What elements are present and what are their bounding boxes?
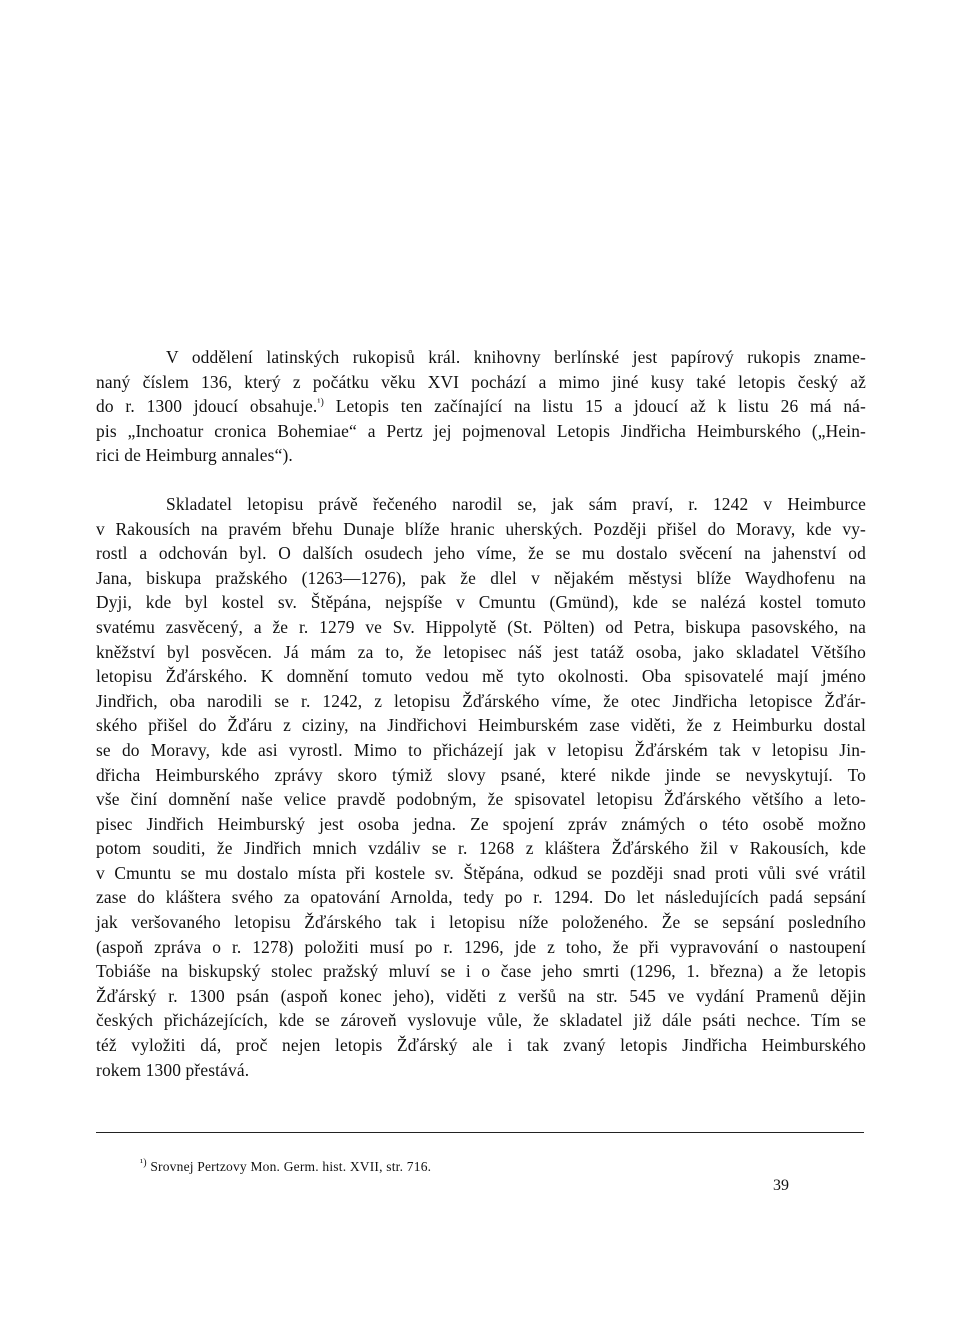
text-line: kněžství byl posvěcen. Já mám za to, že letopisec náš jest tatáž osoba, jako skladatel Většího xyxy=(96,641,866,662)
footnote xyxy=(140,1158,431,1176)
text-line: Tobiáše na biskupský stolec pražský mluví se i o čase jeho smrti (1296, 1. března) a že letopis xyxy=(96,961,866,982)
text-fragment: Letopis ten začínající na listu 15 a jdoucí až k listu 26 má ná- xyxy=(324,396,866,417)
text-line: českých přicházejících, kde se zároveň vyslovuje vůle, že skladatel již dále psáti nechce. Tím se xyxy=(96,1010,866,1031)
main-text xyxy=(96,345,866,1082)
text-line: vše činí domnění naše velice pravdě podobným, že spisovatel letopisu Žďárského většího a leto- xyxy=(96,789,866,810)
text-line: Jindřich, oba narodili se r. 1242, z letopisu Žďárského víme, že otec Jindřicha letopisce Žďár- xyxy=(96,690,866,711)
text-line: jak veršovaného letopisu Žďárského tak i letopisu níže položeného. Že se sepsání posledního xyxy=(96,912,866,933)
text-line: Dyji, kde byl kostel sv. Štěpána, nejspíše v Cmuntu (Gmünd), kde se nalézá kostel tomuto xyxy=(96,592,866,613)
footnote-marker: ¹) xyxy=(140,1157,147,1169)
text-line: svatému zasvěcený, a že r. 1279 ve Sv. Hippolytě (St. Pölten) od Petra, biskupa pasovského, na xyxy=(96,616,866,637)
text-line: letopisu Žďárského. K domnění tomuto vedou mě tyto okolnosti. Oba spisovatelé mají jméno xyxy=(96,666,866,687)
text-line xyxy=(96,394,866,419)
text-line: ského přišel do Žďáru z ciziny, na Jindřichovi Heimburském zase viděti, že z Heimburku dostal xyxy=(96,715,866,736)
text-line: rici de Heimburg annales“). xyxy=(96,445,293,466)
footnote-divider xyxy=(96,1132,864,1133)
footnote-reference: ¹) xyxy=(317,397,325,409)
text-line: v Rakousích na pravém břehu Dunaje blíže hranic uherských. Později přišel do Moravy, kde vy- xyxy=(96,518,866,539)
text-line: Žďárský r. 1300 psán (aspoň konec jeho), viděti z veršů na str. 545 ve vydání Pramenů dějin xyxy=(96,985,866,1006)
text-line: rostl a odchován byl. O dalších osudech jeho víme, že se mu dostalo svěcení na jahenství od xyxy=(96,543,866,564)
text-line: též vyložiti dá, proč nejen letopis Žďárský ale i tak zvaný letopis Jindřicha Heimburského xyxy=(96,1035,866,1056)
text-line: se do Moravy, kde asi vyrostl. Mimo to přicházejí jak v letopisu Žďárském tak v letopisu Jin- xyxy=(96,739,866,760)
text-line: dřicha Heimburského zprávy skoro týmiž slovy psané, které nikde jinde se nevyskytují. To xyxy=(96,764,866,785)
text-line: rokem 1300 přestává. xyxy=(96,1059,250,1080)
text-fragment: do r. 1300 jdoucí obsahuje. xyxy=(96,396,318,417)
text-line: (aspoň zpráva o r. 1278) položiti musí po r. 1296, jde z toho, že při vypravování o nastoupení xyxy=(96,936,866,957)
text-line: Skladatel letopisu právě řečeného narodil se, jak sám praví, r. 1242 v Heimburce xyxy=(166,493,866,514)
text-line: potom souditi, že Jindřich mnich vzdáliv se r. 1268 z kláštera Žďárského žil v Rakousích, kde xyxy=(96,838,866,859)
text-line: pisec Jindřich Heimburský jest osoba jedna. Ze spojení zpráv známých o této osobě možno xyxy=(96,813,866,834)
text-line: V oddělení latinských rukopisů král. knihovny berlínské jest papírový rukopis zname- xyxy=(166,347,866,367)
text-line: pis „Inchoatur cronica Bohemiae“ a Pertz jej pojmenoval Letopis Jindřicha Heimburského („Hein- xyxy=(96,420,866,441)
page-number: 39 xyxy=(773,1177,789,1194)
footnote-text: Srovnej Pertzovy Mon. Germ. hist. XVII, str. 716. xyxy=(150,1159,432,1174)
text-line: Jana, biskupa pražského (1263—1276), pak že dlel v nějakém městysi blíže Waydhofenu na xyxy=(96,567,866,588)
text-line: naný číslem 136, který z počátku věku XVI pochází a mimo jiné kusy také letopis český až xyxy=(96,371,866,392)
paragraph-gap xyxy=(96,468,866,492)
text-line: zase do kláštera svého za opatování Arnolda, tedy po r. 1294. Do let následujících padá sepsání xyxy=(96,887,866,908)
text-line: v Cmuntu se mu dostalo místa při kostele sv. Štěpána, odkud se později snad proti vůli své vrátil xyxy=(96,862,866,883)
